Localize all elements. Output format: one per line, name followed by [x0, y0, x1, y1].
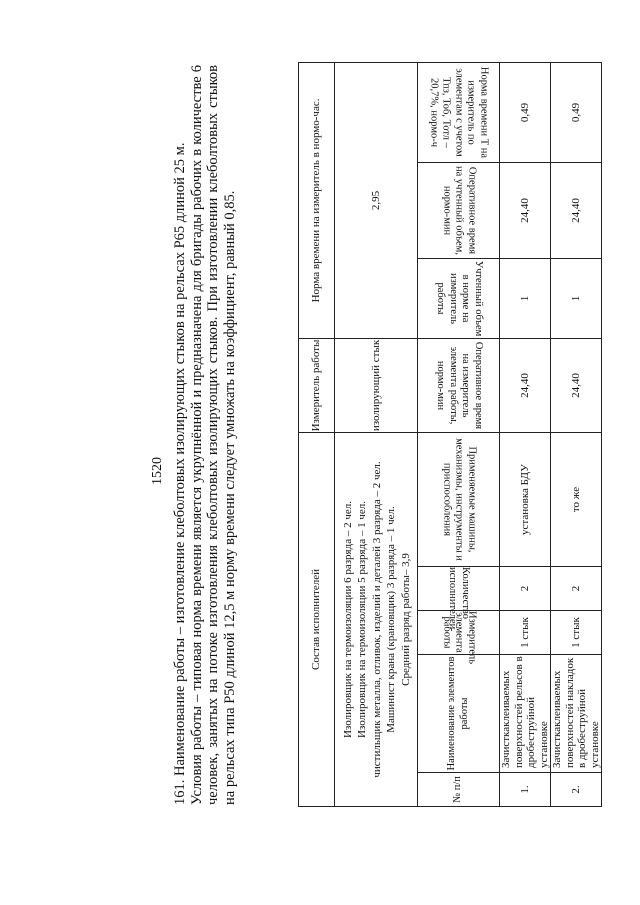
- sostav-line: Машинист крана (крановщик) 3 разряда – 1 чел.: [385, 506, 398, 733]
- row-izm: 1 стык: [551, 611, 602, 655]
- header-mash: Применяемые машины, механизмы, инструменты и приспособления: [418, 432, 500, 566]
- header-sostav: Состав исполнителей: [299, 432, 335, 806]
- row-kol: 2: [551, 567, 602, 611]
- header-uchet: Учтенный объем в норме на измеритель работы: [418, 258, 500, 338]
- row-uchet: 1: [500, 258, 551, 338]
- row-oper1: 24,40: [500, 338, 551, 432]
- row-mash: установка БДУ: [500, 432, 551, 566]
- row-izm: 1 стык: [500, 611, 551, 655]
- row-name: Зачисткаклеиваемых поверхностей рельсов в дробеструйной установке: [500, 655, 551, 773]
- row-uchet: 1: [551, 258, 602, 338]
- header-num: № п/п: [418, 773, 500, 807]
- sostav-line: чистильщик металла, отливок, изделий и деталей 3 разряда – 2 чел.: [370, 461, 383, 778]
- header-name: Наименование элементов работы: [418, 655, 500, 773]
- row-mash: то же: [551, 432, 602, 566]
- row-oper2: 24,40: [551, 162, 602, 258]
- header-normT: Норма времени Т на измеритель по элементам с учетом Тпз, Тоб, Тотл – 20,7%, нормо-ч: [418, 62, 500, 162]
- sostav-cell: [335, 432, 418, 806]
- page-number: 1520: [150, 457, 165, 485]
- header-norma: Норма времени на измеритель в нормо-час.: [299, 62, 335, 338]
- header-oper1: Оперативное время на измеритель элемента работы, нормо-мин: [418, 338, 500, 432]
- header-elem-izm: Измеритель элемента работы: [418, 611, 500, 655]
- row-num: 1.: [500, 773, 551, 807]
- header-izmeritel: Измеритель работы: [299, 338, 335, 432]
- sostav-line: Изолировщик на термоизоляции 5 разряда – 1 чел.: [356, 500, 369, 738]
- row-normT: 0,49: [500, 62, 551, 162]
- row-name: Зачисткаклеиваемых поверхностей накладок в дробеструйной установке: [551, 655, 602, 773]
- intro-text: [172, 65, 238, 805]
- header-oper2: Оперативное время на учтенный объем, нормо-мин: [418, 162, 500, 258]
- row-normT: 0,49: [551, 62, 602, 162]
- work-title: 161. Наименование работы – изготовление клеболтовых изолирующих стыков на рельсах Р65 длиной 25 м.: [172, 142, 188, 805]
- row-oper1: 24,40: [551, 338, 602, 432]
- izmeritel-value: изолирующий стык: [335, 338, 418, 432]
- row-kol: 2: [500, 567, 551, 611]
- sostav-line: Средний разряд работы– 3,9: [399, 553, 412, 686]
- row-oper2: 24,40: [500, 162, 551, 258]
- header-kol: Количество исполнителей: [418, 567, 500, 611]
- sostav-line: Изолировщик на термоизоляции 6 разряда – 2 чел.: [341, 500, 354, 738]
- row-num: 2.: [551, 773, 602, 807]
- norm-table: [298, 62, 602, 807]
- work-conditions: Условия работы – типовая норма времени является укрупнённой и предназначена для бригады рабочих в количестве 6 человек, занятых на потоке изготовления клеболтовых изолирующих стыков. При изготовлении клеболтовых стыков на рельсах типа Р50 длиной 12,5 м норму времени следует умножать на коэффициент, равный 0,85.: [188, 65, 238, 805]
- norma-value: 2,95: [335, 62, 418, 338]
- table-row: [500, 62, 551, 806]
- table-row: [551, 62, 602, 806]
